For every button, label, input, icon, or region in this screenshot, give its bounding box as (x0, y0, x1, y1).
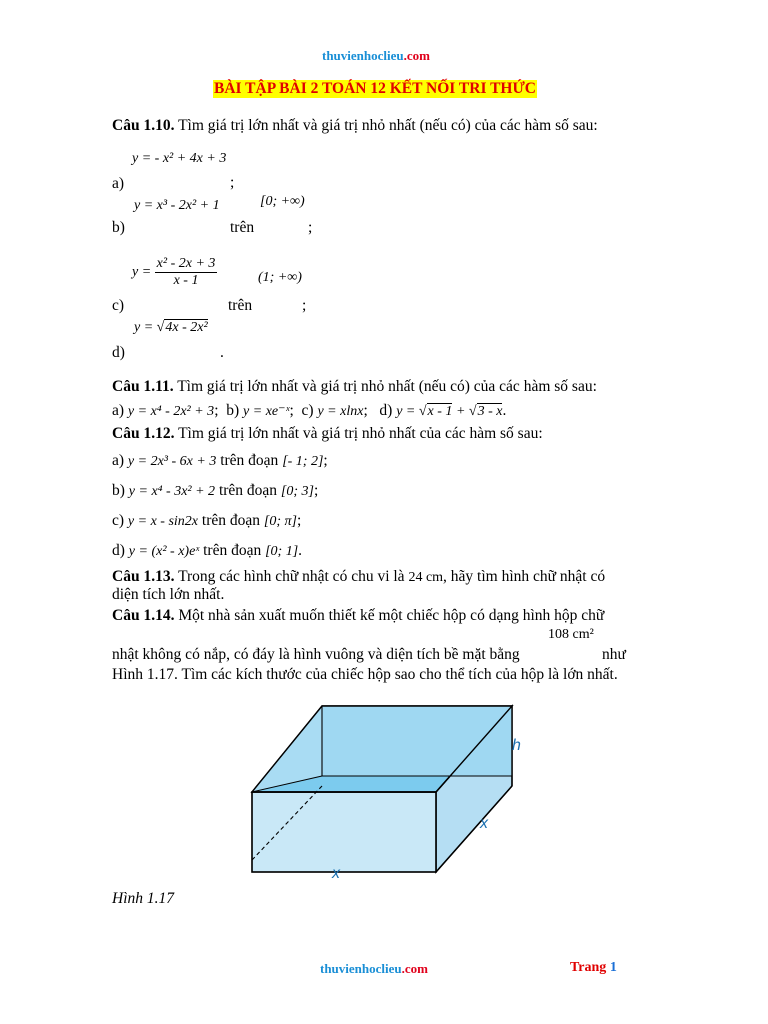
q110-c-end: ; (302, 297, 307, 314)
q113-value: 24 cm (408, 570, 444, 585)
q112-c-tren: trên đoạn (201, 512, 260, 529)
q112-c (112, 512, 301, 530)
q112-d-interval: [0; 1] (265, 544, 299, 559)
q110-a-label: a) (112, 175, 125, 192)
q111-d-end: . (502, 402, 507, 419)
header-site (322, 48, 430, 64)
q112-c-end: ; (296, 512, 302, 529)
figure-caption: Hình 1.17 (112, 890, 174, 907)
q110-d-end: . (220, 344, 224, 361)
q110-d-radicand: 4x - 2x² (165, 320, 208, 335)
q112-b-interval: [0; 3] (280, 484, 314, 499)
q111-b-label: b) (226, 402, 240, 419)
q111-c-end: ; (363, 402, 368, 419)
q110-a-end: ; (230, 174, 235, 191)
q112-d-label: d) (112, 542, 125, 559)
q111-a-end: ; (214, 402, 219, 419)
q111-d-y: y = (396, 404, 416, 419)
site-name: thuvienhoclieu (322, 48, 404, 63)
q112-a-end: ; (323, 452, 328, 469)
q113-line1 (112, 568, 605, 586)
label-h: h (512, 737, 521, 754)
q112-b-end: ; (313, 482, 319, 499)
q110-label: Câu 1.10. (112, 117, 175, 134)
q111-a-label: a) (112, 402, 125, 419)
q114-line1 (112, 607, 604, 625)
q110-c-denominator: x - 1 (173, 273, 199, 288)
q112-b-tren: trên đoạn (218, 482, 278, 499)
q110-b-tren: trên (230, 219, 255, 236)
q114-line2-end: như (602, 646, 626, 663)
q111-d-plus: + (455, 404, 466, 419)
q112-stem (112, 425, 543, 443)
q112-a-formula: y = 2x³ - 6x + 3 (127, 454, 217, 469)
q111-b-formula: y = xe⁻ˣ (243, 404, 290, 419)
q110-c-tren: trên (228, 297, 253, 314)
q112-label: Câu 1.12. (112, 425, 175, 442)
q110-d-sqrt-sign: √ (156, 320, 165, 335)
page-number (570, 960, 617, 976)
q112-a-interval: [- 1; 2] (282, 454, 324, 469)
q110-d-label: d) (112, 344, 125, 361)
q110-c-numerator: x² - 2x + 3 (156, 256, 216, 271)
q111-label: Câu 1.11. (112, 378, 174, 395)
q113-line2: diện tích lớn nhất. (112, 586, 225, 603)
q112-d-formula: y = (x² - x)eˣ (128, 544, 200, 559)
label-x-front: x (332, 865, 340, 882)
q110-b-interval: [0; +∞) (260, 194, 305, 209)
q112-a-label: a) (112, 452, 125, 469)
q111-stem (112, 378, 597, 396)
footer-site-tld: .com (401, 961, 428, 976)
box-figure (240, 700, 530, 882)
q112-c-formula: y = x - sin2x (127, 514, 199, 529)
q112-c-label: c) (112, 512, 125, 529)
q114-line3: Hình 1.17. Tìm các kích thước của chiếc hộp sao cho thể tích của hộp là lớn nhất. (112, 666, 618, 683)
q110-d-y: y = (134, 320, 154, 335)
q112-d (112, 542, 302, 560)
footer-site-name: thuvienhoclieu (320, 961, 402, 976)
q112-b (112, 482, 318, 500)
q110-b-label: b) (112, 219, 125, 236)
q112-a-tren: trên đoạn (220, 452, 279, 469)
footer-site (320, 961, 428, 977)
q111-text: Tìm giá trị lớn nhất và giá trị nhỏ nhất (nếu có) của các hàm số sau: (177, 378, 597, 395)
q111-c-label: c) (301, 402, 314, 419)
q110-c-y: y = (132, 264, 152, 280)
q111-d-label: d) (379, 402, 393, 419)
q112-d-end: . (298, 542, 303, 559)
q112-b-label: b) (112, 482, 125, 499)
q113-text1: Trong các hình chữ nhật có chu vi là (178, 568, 405, 585)
q113-label: Câu 1.13. (112, 568, 175, 585)
q111-parts (112, 402, 506, 420)
box-front-face (252, 792, 436, 872)
q114-value: 108 cm² (548, 627, 594, 642)
q110-c-formula (132, 256, 217, 289)
q114-line2: nhật không có nắp, có đáy là hình vuông và diện tích bề mặt bằng (112, 646, 520, 663)
q111-d-radicand-2: 3 - x (477, 404, 503, 419)
q112-c-interval: [0; π] (263, 514, 297, 529)
page-title: BÀI TẬP BÀI 2 TOÁN 12 KẾT NỐI TRI THỨC (214, 80, 537, 97)
q112-text: Tìm giá trị lớn nhất và giá trị nhỏ nhất của các hàm số sau: (178, 425, 543, 442)
q111-d-radicand-1: x - 1 (427, 404, 453, 419)
q111-a-formula: y = x⁴ - 2x² + 3 (127, 404, 215, 419)
q110-c-fraction (155, 256, 218, 289)
q110-a-formula: y = - x² + 4x + 3 (132, 151, 227, 166)
q110-c-interval: (1; +∞) (258, 270, 302, 285)
q114-text1: Một nhà sản xuất muốn thiết kế một chiếc hộp có dạng hình hộp chữ (178, 607, 605, 624)
q110-b-end: ; (308, 219, 313, 236)
q112-d-tren: trên đoạn (203, 542, 262, 559)
page-num: 1 (609, 960, 617, 975)
box-back-wall (322, 706, 512, 776)
q110-b-formula: y = x³ - 2x² + 1 (134, 198, 220, 213)
q112-a (112, 452, 328, 470)
q111-b-end: ; (289, 402, 294, 419)
q111-d-formula: y = √x - 1 + √3 - x (396, 404, 503, 419)
q110-d-formula (134, 320, 208, 336)
q110-c-label: c) (112, 297, 125, 314)
q110-stem (112, 117, 598, 135)
site-tld: .com (403, 48, 430, 63)
q114-label: Câu 1.14. (112, 607, 175, 624)
q111-c-formula: y = xlnx (317, 404, 364, 419)
q112-b-formula: y = x⁴ - 3x² + 2 (128, 484, 216, 499)
label-x-right: x (480, 815, 488, 832)
page-word: Trang (570, 960, 607, 975)
q113-text2: , hãy tìm hình chữ nhật có (443, 568, 606, 585)
q110-text: Tìm giá trị lớn nhất và giá trị nhỏ nhất (nếu có) của các hàm số sau: (178, 117, 598, 134)
